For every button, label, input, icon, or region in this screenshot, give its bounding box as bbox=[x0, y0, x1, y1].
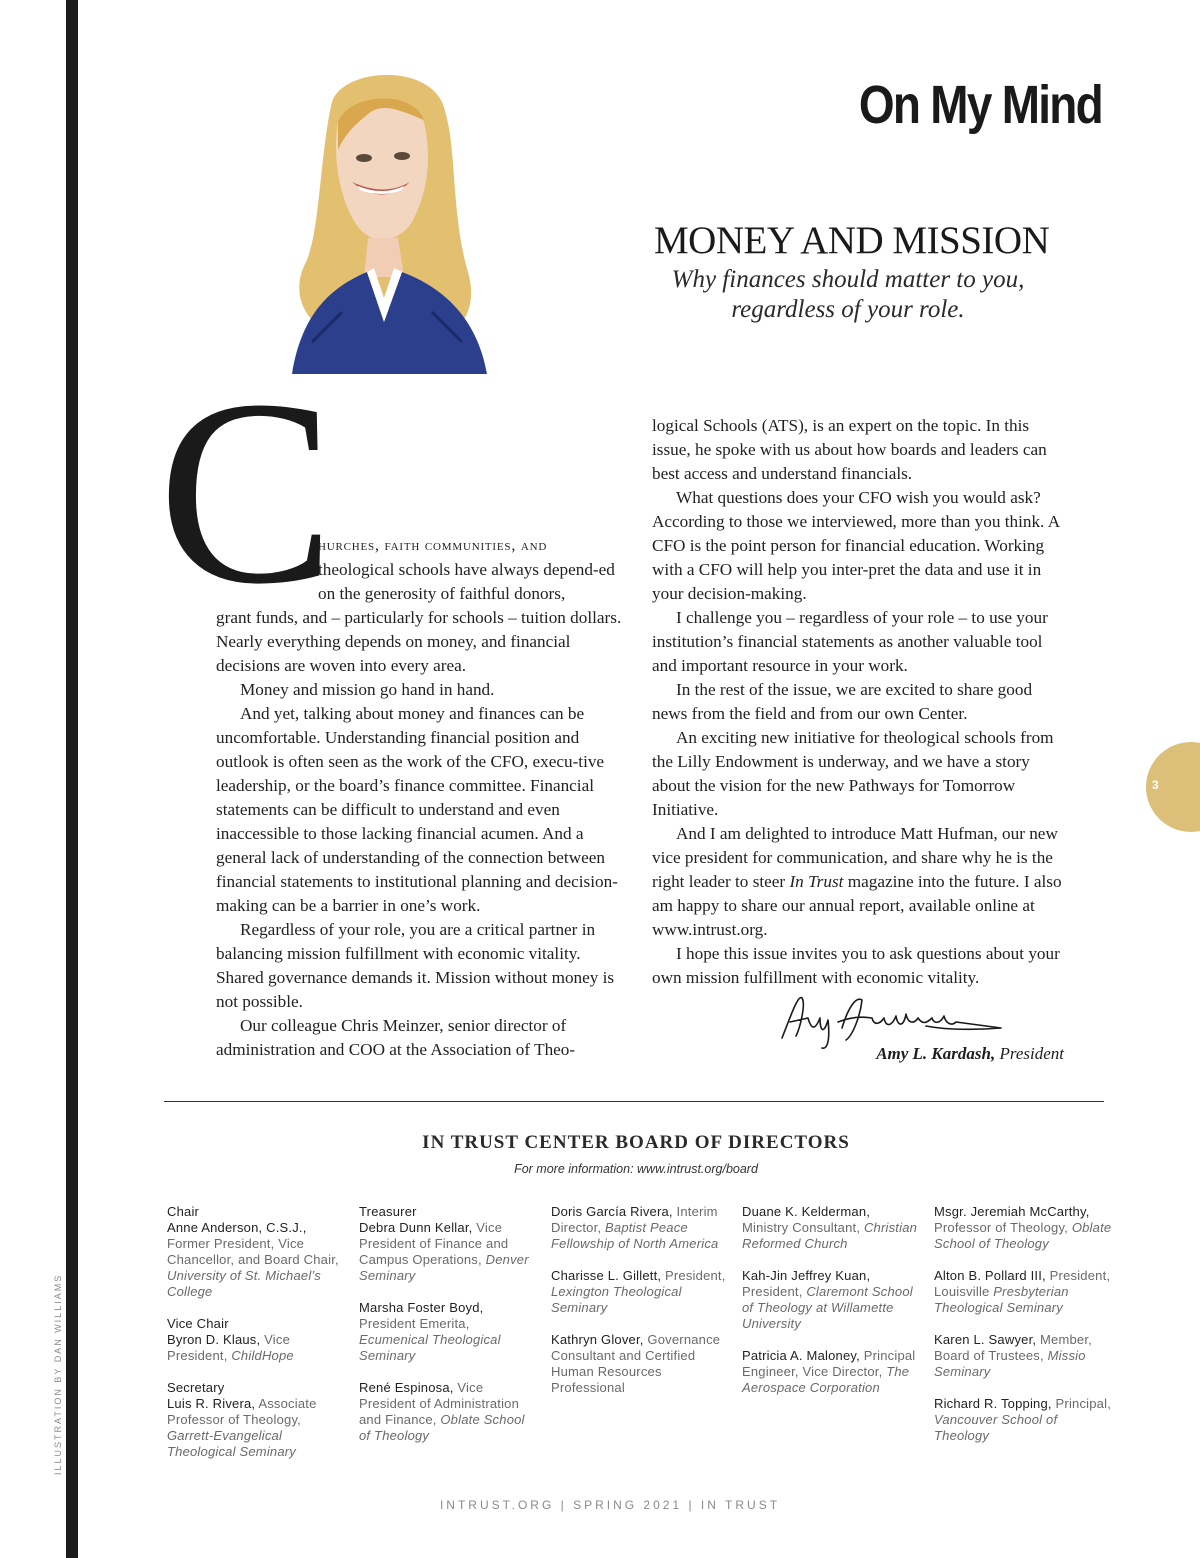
board-title: IN TRUST CENTER BOARD OF DIRECTORS bbox=[422, 1132, 850, 1153]
board-member-name: Byron D. Klaus, bbox=[167, 1332, 261, 1347]
board-member-title: Associate Professor of Theology, bbox=[167, 1396, 317, 1427]
board-member-name: Kathryn Glover, bbox=[551, 1332, 644, 1347]
board-member-entry bbox=[167, 1204, 345, 1300]
board-member-name: Richard R. Topping, bbox=[934, 1396, 1052, 1411]
board-member-title: Member, Board of Trustees, bbox=[934, 1332, 1092, 1363]
board-member-institution: Denver Seminary bbox=[359, 1252, 529, 1283]
board-member-title: President, bbox=[742, 1284, 807, 1299]
board-member-name: Charisse L. Gillett, bbox=[551, 1268, 662, 1283]
board-member-name: Doris García Rivera, bbox=[551, 1204, 673, 1219]
board-column-2 bbox=[359, 1204, 537, 1460]
board-member-name: Patricia A. Maloney, bbox=[742, 1348, 860, 1363]
paragraph: Money and mission go hand in hand. bbox=[240, 680, 495, 699]
board-member-title: Ministry Consultant, bbox=[742, 1220, 864, 1235]
board-member-title: Professor of Theology, bbox=[934, 1220, 1072, 1235]
signature-caption: Amy L. Kardash, President bbox=[876, 1044, 1064, 1063]
board-member-name: Alton B. Pollard III, bbox=[934, 1268, 1046, 1283]
board-member-institution: Claremont School of Theology at Willamette University bbox=[742, 1284, 913, 1331]
board-member-institution: ChildHope bbox=[231, 1348, 294, 1363]
board-member-title: Former President, Vice Chancellor, and Board Chair, bbox=[167, 1236, 339, 1267]
board-member-title: Interim Director, bbox=[551, 1204, 718, 1235]
lead-in-small-caps: hurches, faith communities, and bbox=[318, 537, 548, 554]
board-member-name: Msgr. Jeremiah McCarthy, bbox=[934, 1204, 1090, 1219]
article-subhead bbox=[640, 265, 1056, 325]
board-role: Treasurer bbox=[359, 1204, 417, 1219]
board-member-entry bbox=[742, 1348, 920, 1396]
board-member-title: Vice President of Administration and Finance, bbox=[359, 1380, 520, 1427]
board-member-title: President, bbox=[661, 1268, 726, 1283]
board-column-1 bbox=[167, 1204, 345, 1476]
section-divider bbox=[164, 1101, 1104, 1102]
board-member-entry bbox=[359, 1300, 537, 1364]
board-role: Secretary bbox=[167, 1380, 225, 1395]
board-member-entry bbox=[934, 1204, 1112, 1252]
paragraph: Regardless of your role, you are a critical partner in balancing mission fulfillment with economic vitality. Shared governance demands it. Mission without money is not possible. bbox=[216, 920, 615, 1011]
board-member-entry bbox=[167, 1380, 345, 1460]
board-column-4 bbox=[742, 1204, 920, 1412]
board-member-entry bbox=[551, 1204, 729, 1252]
board-member-institution: Presbyterian Theological Seminary bbox=[934, 1284, 1069, 1315]
board-member-entry bbox=[359, 1380, 537, 1444]
paragraph: And I am delighted to introduce Matt Hufman, our new vice president for communication, and share why he is the right leader to steer In Trust magazine into the future. I also am happy to share our annual report, available online at www.intrust.org. bbox=[652, 824, 1062, 939]
board-member-entry bbox=[742, 1204, 920, 1252]
subhead-line-1: Why finances should matter to you, bbox=[671, 266, 1025, 293]
board-role: Vice Chair bbox=[167, 1316, 229, 1331]
board-member-institution: Ecumenical Theological Seminary bbox=[359, 1332, 501, 1363]
paragraph: In the rest of the issue, we are excited to share good news from the field and from our own Center. bbox=[652, 680, 1033, 723]
board-member-entry bbox=[551, 1268, 729, 1316]
section-title: On My Mind bbox=[858, 75, 1102, 135]
subhead-line-2: regardless of your role. bbox=[731, 296, 965, 323]
article-headline: MONEY AND MISSION bbox=[654, 219, 1050, 262]
board-member-name: Anne Anderson, C.S.J., bbox=[167, 1220, 307, 1235]
board-member-institution: Lexington Theological Seminary bbox=[551, 1284, 682, 1315]
board-member-title: President Emerita, bbox=[359, 1316, 470, 1331]
board-member-entry bbox=[359, 1204, 537, 1284]
board-member-name: Kah-Jin Jeffrey Kuan, bbox=[742, 1268, 871, 1283]
page-number: 3 bbox=[1152, 778, 1159, 792]
board-member-institution: The Aerospace Corporation bbox=[742, 1364, 910, 1395]
board-member-title: Vice President, bbox=[167, 1332, 290, 1363]
board-member-institution: University of St. Michael’s College bbox=[167, 1268, 321, 1299]
board-member-institution: Oblate School of Theology bbox=[359, 1412, 525, 1443]
board-role: Chair bbox=[167, 1204, 200, 1219]
board-member-entry bbox=[742, 1268, 920, 1332]
board-member-title: Governance Consultant and Certified Human Resources Professional bbox=[551, 1332, 721, 1395]
board-member-title: Principal, bbox=[1051, 1396, 1112, 1411]
board-column-5 bbox=[934, 1204, 1112, 1460]
article-left-column bbox=[216, 533, 630, 1062]
board-member-name: Luis R. Rivera, bbox=[167, 1396, 256, 1411]
board-member-institution: Vancouver School of Theology bbox=[934, 1412, 1058, 1443]
lead-paragraph-indented bbox=[216, 533, 630, 606]
board-member-institution: Missio Seminary bbox=[934, 1348, 1086, 1379]
paragraph: And yet, talking about money and finances can be uncomfortable. Understanding financial position and outlook is often seen as the work of the CFO, execu-tive leadership, or the board’s finance committee. Financial statements can be difficult to understand and even inaccessible to those lacking financial acumen. And a general lack of understanding of the connection between financial statements to institutional planning and decision-making can be a barrier in one’s work. bbox=[216, 704, 618, 915]
board-member-institution: Baptist Peace Fellowship of North America bbox=[551, 1220, 719, 1251]
board-member-entry bbox=[167, 1316, 345, 1364]
board-member-institution: Garrett-Evangelical Theological Seminary bbox=[167, 1428, 297, 1459]
paragraph: An exciting new initiative for theological schools from the Lilly Endowment is underway, and we have a story about the vision for the new Pathways for Tomorrow Initiative. bbox=[652, 728, 1054, 819]
board-member-name: Marsha Foster Boyd, bbox=[359, 1300, 484, 1315]
magazine-name: In Trust bbox=[789, 872, 844, 891]
paragraph: grant funds, and – particularly for schools – tuition dollars. Nearly everything depends on money, and financial decisions are woven into every area. bbox=[216, 608, 622, 675]
board-member-institution: Oblate School of Theology bbox=[934, 1220, 1112, 1251]
board-member-entry bbox=[934, 1332, 1112, 1380]
paragraph: I challenge you – regardless of your role – to use your institution’s financial statements as another valuable tool and important resource in your work. bbox=[652, 608, 1048, 675]
portrait-illustration bbox=[272, 62, 494, 374]
paragraph: What questions does your CFO wish you would ask? According to those we interviewed, more than you think. A CFO is the point person for financial education. Working with a CFO will help you inter-pret the data and use it in your decision-making. bbox=[652, 488, 1060, 603]
board-member-name: Debra Dunn Kellar, bbox=[359, 1220, 473, 1235]
board-column-3 bbox=[551, 1204, 729, 1412]
board-member-name: Karen L. Sawyer, bbox=[934, 1332, 1037, 1347]
page-footer: INTRUST.ORG | SPRING 2021 | IN TRUST bbox=[439, 1498, 781, 1512]
paragraph: I hope this issue invites you to ask questions about your own mission fulfillment with economic vitality. bbox=[652, 944, 1060, 987]
drop-cap: C bbox=[158, 346, 335, 639]
article-right-column bbox=[652, 414, 1070, 990]
board-member-name: Duane K. Kelderman, bbox=[742, 1204, 871, 1219]
board-member-title: President, Louisville bbox=[934, 1268, 1111, 1299]
lead-lines: theological schools have always depend-ed on the generosity of faithful donors, bbox=[318, 560, 615, 603]
board-member-name: René Espinosa, bbox=[359, 1380, 454, 1395]
paragraph: logical Schools (ATS), is an expert on the topic. In this issue, he spoke with us about how boards and leaders can best access and understand financials. bbox=[652, 416, 1047, 483]
board-member-title: Vice President of Finance and Campus Operations, bbox=[359, 1220, 509, 1267]
left-edge-bar bbox=[66, 0, 78, 1558]
page-number-tab bbox=[1146, 742, 1200, 832]
board-member-entry bbox=[934, 1396, 1112, 1444]
board-member-entry bbox=[551, 1332, 729, 1396]
board-member-title: Principal Engineer, Vice Director, bbox=[742, 1348, 916, 1379]
board-member-institution: Christian Reformed Church bbox=[742, 1220, 918, 1251]
paragraph: Our colleague Chris Meinzer, senior director of administration and COO at the Association of Theo- bbox=[216, 1016, 576, 1059]
board-member-entry bbox=[934, 1268, 1112, 1316]
illustration-credit: ILLUSTRATION BY DAN WILLIAMS bbox=[53, 1273, 63, 1475]
board-link: For more information: www.intrust.org/board bbox=[514, 1162, 758, 1176]
